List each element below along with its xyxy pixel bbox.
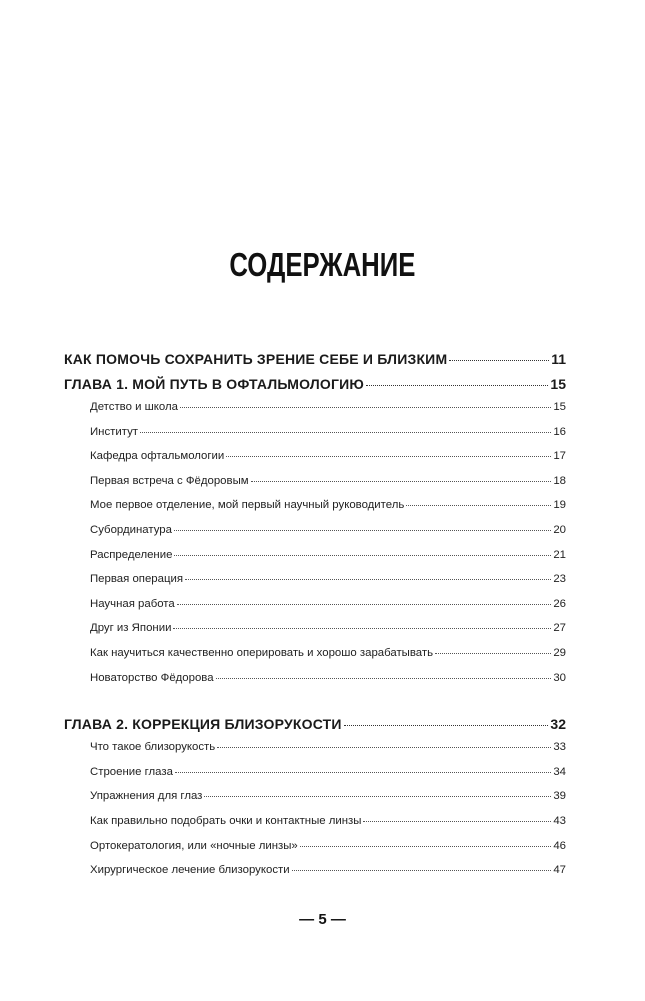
- dot-leader: [292, 870, 552, 871]
- toc-entry-title: Друг из Японии: [90, 622, 172, 635]
- toc-entry-title: ГЛАВА 1. МОЙ ПУТЬ В ОФТАЛЬМОЛОГИЮ: [64, 376, 365, 392]
- toc-entry-title: Научная работа: [90, 597, 175, 610]
- dot-leader: [140, 432, 551, 433]
- toc-subentry[interactable]: [64, 524, 566, 549]
- toc-entry-title: ГЛАВА 2. КОРРЕКЦИЯ БЛИЗОРУКОСТИ: [64, 716, 342, 733]
- toc-entry-title: Субординатура: [90, 523, 172, 536]
- toc-page-number: 33: [553, 741, 566, 754]
- toc-entry-title: Институт: [90, 425, 139, 438]
- toc-entry-chapter-1[interactable]: [64, 376, 566, 401]
- dot-leader: [435, 653, 551, 654]
- dot-leader: [204, 796, 551, 797]
- toc-page-number: 30: [553, 671, 566, 684]
- dot-leader: [406, 505, 551, 506]
- toc-page-number: 18: [553, 474, 566, 487]
- toc-subentry[interactable]: [64, 766, 566, 791]
- toc-entry-title: Строение глаза: [90, 765, 173, 778]
- toc-subentry[interactable]: [64, 741, 566, 766]
- dot-leader: [363, 821, 551, 822]
- toc-page-number: 17: [553, 450, 566, 463]
- dot-leader: [449, 360, 549, 361]
- toc-entry-title: Как правильно подобрать очки и контактные линзы: [90, 814, 362, 827]
- toc-subentry[interactable]: [64, 401, 566, 426]
- toc-entry-title: Новаторство Фёдорова: [90, 671, 214, 684]
- toc-page-number: 16: [553, 425, 566, 438]
- dot-leader: [180, 407, 551, 408]
- toc-page-number: 11: [551, 351, 566, 367]
- toc-subentry[interactable]: [64, 647, 566, 672]
- toc-entry-title: Что такое близорукость: [90, 741, 216, 754]
- toc-subentry[interactable]: [64, 426, 566, 451]
- toc-entry-title: Упражнения для глаз: [90, 790, 203, 803]
- toc-page-number: 43: [553, 814, 566, 827]
- toc-subentry[interactable]: [64, 450, 566, 475]
- toc-subentry[interactable]: [64, 598, 566, 623]
- toc-entry-title: Первая встреча с Фёдоровым: [90, 474, 249, 487]
- dot-leader: [173, 628, 551, 629]
- dot-leader: [251, 481, 552, 482]
- toc-entry-title: Как научиться качественно оперировать и хорошо зарабатывать: [90, 646, 434, 659]
- toc-subentry[interactable]: [64, 475, 566, 500]
- toc-page-number: 15: [553, 401, 566, 413]
- dot-leader: [174, 530, 551, 531]
- dot-leader: [344, 725, 549, 726]
- toc-entry-chapter-2[interactable]: [64, 716, 566, 741]
- dot-leader: [216, 678, 552, 679]
- toc-entry-title: Ортокератология, или «ночные линзы»: [90, 839, 298, 852]
- toc-page-number: 32: [550, 716, 566, 733]
- toc-page-number: 34: [553, 765, 566, 778]
- toc-entry-title: КАК ПОМОЧЬ СОХРАНИТЬ ЗРЕНИЕ СЕБЕ И БЛИЗКИМ: [64, 351, 448, 367]
- dot-leader: [174, 555, 551, 556]
- toc-page-number: 21: [553, 548, 566, 561]
- toc-entry-title: Кафедра офтальмологии: [90, 450, 225, 463]
- toc-page-number: 19: [553, 499, 566, 512]
- table-of-contents: [64, 351, 566, 889]
- toc-subentry[interactable]: [64, 622, 566, 647]
- dot-leader: [185, 579, 551, 580]
- toc-subentry[interactable]: [64, 864, 566, 889]
- page-number-footer: — 5 —: [299, 911, 346, 928]
- toc-entry-title: Первая операция: [90, 573, 184, 586]
- toc-subentry[interactable]: [64, 840, 566, 865]
- toc-entry-title: Хирургическое лечение близорукости: [90, 864, 290, 877]
- toc-subentry[interactable]: [64, 573, 566, 598]
- dot-leader: [177, 604, 552, 605]
- page-title: СОДЕРЖАНИЕ: [229, 246, 416, 283]
- toc-subentry[interactable]: [64, 549, 566, 574]
- toc-page-number: 23: [553, 573, 566, 586]
- dot-leader: [226, 456, 551, 457]
- section-spacer: [64, 696, 566, 716]
- toc-subentry[interactable]: [64, 499, 566, 524]
- toc-entry-title: Распределение: [90, 548, 173, 561]
- dot-leader: [300, 846, 552, 847]
- toc-page-number: 29: [553, 646, 566, 659]
- toc-page-number: 27: [553, 622, 566, 635]
- dot-leader: [366, 385, 548, 386]
- toc-subentry[interactable]: [64, 790, 566, 815]
- toc-page-number: 20: [553, 523, 566, 536]
- toc-entry-title: Детство и школа: [90, 401, 178, 413]
- dot-leader: [217, 747, 551, 748]
- toc-entry-title: Мое первое отделение, мой первый научный руководитель: [90, 499, 405, 512]
- toc-page-number: 39: [553, 790, 566, 803]
- toc-page-number: 26: [553, 597, 566, 610]
- dot-leader: [175, 772, 551, 773]
- toc-subentry[interactable]: [64, 815, 566, 840]
- toc-entry-intro[interactable]: [64, 351, 566, 376]
- toc-page-number: 15: [550, 376, 566, 392]
- toc-page-number: 47: [553, 864, 566, 877]
- toc-page-number: 46: [553, 839, 566, 852]
- toc-subentry[interactable]: [64, 672, 566, 697]
